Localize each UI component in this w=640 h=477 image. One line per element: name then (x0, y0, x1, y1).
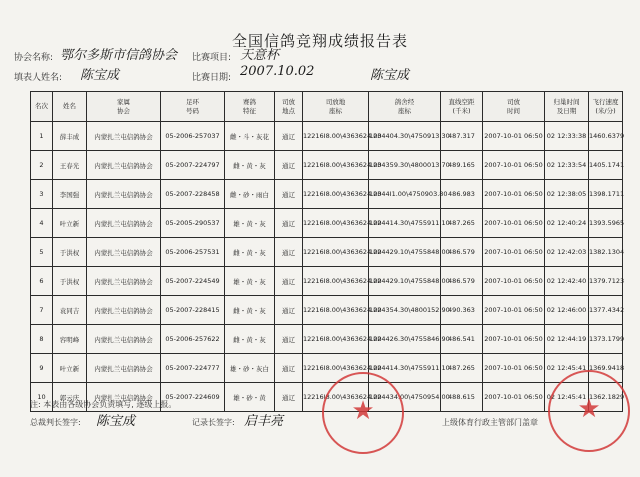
seal-star-icon: ★ (577, 394, 601, 424)
table-cell: 8 (31, 325, 53, 354)
table-cell: 内蒙扎兰屯信鸽协会 (87, 180, 161, 209)
table-row (31, 296, 623, 325)
column-header: 赛鸽 特征 (225, 92, 275, 122)
table-row (31, 238, 623, 267)
association-label: 协会名称: (14, 53, 54, 63)
table-cell: 1234359.30\4800013.70 (369, 151, 441, 180)
top-signature: 陈宝成 (370, 68, 410, 83)
table-cell: 2007-10-01 06:50 (483, 180, 545, 209)
table-row (31, 354, 623, 383)
footer-mid-label: 记录长签字: (192, 418, 235, 427)
table-cell: 通辽 (275, 238, 303, 267)
page-title: 全国信鸽竞翔成绩报告表 (231, 32, 408, 50)
table-cell: 05-2007-224609 (161, 383, 225, 412)
table-cell: 05-2007-224549 (161, 267, 225, 296)
table-cell: 内蒙扎兰屯信鸽协会 (87, 151, 161, 180)
table-body (31, 122, 623, 412)
table-cell: 2007-10-01 06:50 (483, 151, 545, 180)
table-cell: 1460.6379 (589, 122, 623, 151)
table-cell: 1369.9418 (589, 354, 623, 383)
column-header: 姓名 (53, 92, 87, 122)
table-cell: 1224414.30\4755911.10 (369, 209, 441, 238)
table-cell: 02 12:44:19 (545, 325, 589, 354)
table-cell: 叶立新 (53, 209, 87, 238)
table-cell: 内蒙扎兰屯信鸽协会 (87, 238, 161, 267)
table-cell: 3 (31, 180, 53, 209)
table-cell: 通辽 (275, 325, 303, 354)
column-header: 司放 时间 (483, 92, 545, 122)
table-cell: 1224426.30\4755846.90 (369, 325, 441, 354)
table-cell: 02 12:45:41 (545, 354, 589, 383)
table-cell: 1373.1799 (589, 325, 623, 354)
table-cell: 12216I8.00\4363624.00 (303, 209, 369, 238)
table-cell: 05-2006-257622 (161, 325, 225, 354)
table-cell: 486.983 (441, 180, 483, 209)
table-cell: 1382.1304 (589, 238, 623, 267)
table-cell: 1 (31, 122, 53, 151)
filler-label: 填表人姓名: (14, 73, 63, 83)
table-cell: 雄・砂・灰白 (225, 354, 275, 383)
table-cell: 10 (31, 383, 53, 412)
column-header: 司放 地点 (275, 92, 303, 122)
table-cell: 内蒙扎兰屯信鸽协会 (87, 209, 161, 238)
table-cell: 1224354.30\4800152.90 (369, 296, 441, 325)
table-cell: 通辽 (275, 122, 303, 151)
event-value: 天意杯 (240, 48, 280, 63)
table-cell: 1224429.10\4755848.00 (369, 267, 441, 296)
table-cell: 袁同吉 (53, 296, 87, 325)
table-cell: 薛丰成 (53, 122, 87, 151)
table-cell: 02 12:45:41 (545, 383, 589, 412)
table-cell: 内蒙扎兰屯信鸽协会 (87, 325, 161, 354)
table-cell: 1377.4342 (589, 296, 623, 325)
table-cell: 通辽 (275, 267, 303, 296)
table-cell: 12216I8.00\4363624.00 (303, 180, 369, 209)
table-cell: 488.615 (441, 383, 483, 412)
authority-seal-stamp (548, 370, 630, 452)
table-cell: 9 (31, 354, 53, 383)
table-cell: 05-2007-224777 (161, 354, 225, 383)
table-cell: 489.165 (441, 151, 483, 180)
table-cell: 12216I8.00\4363624.00 (303, 354, 369, 383)
association-value: 鄂尔多斯市信鸽协会 (60, 48, 178, 63)
table-cell: 郭云庆 (53, 383, 87, 412)
table-cell: 雌・黄・灰 (225, 151, 275, 180)
table-cell: 2007-10-01 06:50 (483, 238, 545, 267)
column-header: 足环 号码 (161, 92, 225, 122)
table-cell: 雌・砂・雨白 (225, 180, 275, 209)
table-cell: 1379.7123 (589, 267, 623, 296)
table-cell: 12216I8.00\4363624.00 (303, 325, 369, 354)
table-cell: 1398.1711 (589, 180, 623, 209)
table-cell: 02 12:42:40 (545, 267, 589, 296)
table-cell: 02 12:40:24 (545, 209, 589, 238)
table-row (31, 325, 623, 354)
table-cell: 内蒙扎兰屯信鸽协会 (87, 296, 161, 325)
table-cell: 雄・黄・灰 (225, 267, 275, 296)
table-cell: 12216I8.00\4363624.00 (303, 267, 369, 296)
table-cell: 雌・斗・灰花 (225, 122, 275, 151)
table-cell: 李国强 (53, 180, 87, 209)
table-cell: 内蒙扎兰屯信鸽协会 (87, 383, 161, 412)
table-cell: 05-2007-224797 (161, 151, 225, 180)
table-cell: 1234404.30\4750913.30 (369, 122, 441, 151)
table-cell: 于洪权 (53, 267, 87, 296)
table-row (31, 180, 623, 209)
table-row (31, 267, 623, 296)
column-header: 司放地 座标 (303, 92, 369, 122)
table-cell: 雌・黄・灰 (225, 296, 275, 325)
table-cell: 02 12:38:05 (545, 180, 589, 209)
table-cell: 02 12:42:03 (545, 238, 589, 267)
table-cell: 486.579 (441, 267, 483, 296)
table-cell: 2007-10-01 06:50 (483, 383, 545, 412)
table-cell: 1405.1741 (589, 151, 623, 180)
table-cell: 490.363 (441, 296, 483, 325)
table-cell: 02 12:33:38 (545, 122, 589, 151)
table-cell: 02 12:33:54 (545, 151, 589, 180)
table-cell: 2007-10-01 06:50 (483, 122, 545, 151)
date-label: 比赛日期: (192, 73, 232, 83)
table-cell: 2007-10-01 06:50 (483, 267, 545, 296)
table-cell: 4 (31, 209, 53, 238)
table-cell: 6 (31, 267, 53, 296)
table-cell: 487.317 (441, 122, 483, 151)
table-cell: 12216I8.00\4363624.00 (303, 383, 369, 412)
table-cell: 2007-10-01 06:50 (483, 209, 545, 238)
table-cell: 05-2007-228415 (161, 296, 225, 325)
footer-left-label: 总裁判长签字: (30, 418, 81, 427)
table-cell: 通辽 (275, 354, 303, 383)
table-row (31, 122, 623, 151)
column-header: 名次 (31, 92, 53, 122)
table-cell: 487.265 (441, 354, 483, 383)
table-cell: 2007-10-01 06:50 (483, 325, 545, 354)
table-cell: 12216I8.00\4363624.00 (303, 238, 369, 267)
table-cell: 05-2005-290537 (161, 209, 225, 238)
column-header: 归巢时间 及日期 (545, 92, 589, 122)
table-cell: 2007-10-01 06:50 (483, 354, 545, 383)
footer-right-label: 上级体育行政主管部门盖章 (442, 418, 538, 427)
table-cell: 内蒙扎兰屯信鸽协会 (87, 354, 161, 383)
table-cell: 于洪权 (53, 238, 87, 267)
table-cell: 1224429.10\4755848.00 (369, 238, 441, 267)
seal-star-icon: ★ (351, 396, 375, 426)
footer-left-signature: 陈宝成 (96, 414, 136, 429)
table-cell: 雄・砂・黄 (225, 383, 275, 412)
table-cell: 内蒙扎兰屯信鸽协会 (87, 267, 161, 296)
table-cell: 486.579 (441, 238, 483, 267)
table-cell: 通辽 (275, 209, 303, 238)
table-cell: 雌・黄・灰 (225, 238, 275, 267)
official-seal-stamp (322, 372, 404, 454)
table-cell: 通辽 (275, 296, 303, 325)
table-cell: 02 12:46:00 (545, 296, 589, 325)
table-cell: 12216I8.00\4363624.00 (303, 151, 369, 180)
table-cell: 487.265 (441, 209, 483, 238)
table-header (31, 92, 623, 122)
table-row (31, 151, 623, 180)
column-header: 飞行速度 (米/分) (589, 92, 623, 122)
table-cell: 05-2007-228458 (161, 180, 225, 209)
table-cell: 通辽 (275, 151, 303, 180)
table-cell: 05-2006-257531 (161, 238, 225, 267)
column-header: 家属 协会 (87, 92, 161, 122)
column-header: 鸽舍经 座标 (369, 92, 441, 122)
results-table (30, 91, 623, 412)
table-cell: 1224414.30\4755911.10 (369, 354, 441, 383)
table-cell: 通辽 (275, 383, 303, 412)
table-cell: 1393.5965 (589, 209, 623, 238)
table-cell: 通辽 (275, 180, 303, 209)
table-cell: 7 (31, 296, 53, 325)
table-cell: 12216I8.00\4363624.00 (303, 122, 369, 151)
table-cell: 1224434.00\4750954.00 (369, 383, 441, 412)
table-cell: 1362.1829 (589, 383, 623, 412)
filler-value: 陈宝成 (80, 68, 120, 83)
table-cell: 2007-10-01 06:50 (483, 296, 545, 325)
table-cell: 5 (31, 238, 53, 267)
table-cell: 2 (31, 151, 53, 180)
note: 注: 本表由各级协会负责填写, 逐级上报。 (30, 400, 177, 409)
table-cell: 12344I1.00\4750903.80 (369, 180, 441, 209)
column-header: 直线空距 (千米) (441, 92, 483, 122)
table-cell: 王春光 (53, 151, 87, 180)
date-value: 2007.10.02 (240, 64, 315, 79)
table-row (31, 209, 623, 238)
table-cell: 容明峰 (53, 325, 87, 354)
table-cell: 雄・黄・灰 (225, 209, 275, 238)
table-cell: 12216I8.00\4363624.00 (303, 296, 369, 325)
table-cell: 内蒙扎兰屯信鸽协会 (87, 122, 161, 151)
table-cell: 叶立新 (53, 354, 87, 383)
event-label: 比赛项目: (192, 53, 232, 63)
table-cell: 雌・黄・灰 (225, 325, 275, 354)
table-cell: 486.541 (441, 325, 483, 354)
table-cell: 05-2006-257037 (161, 122, 225, 151)
footer-mid-signature: 启丰亮 (244, 414, 284, 429)
